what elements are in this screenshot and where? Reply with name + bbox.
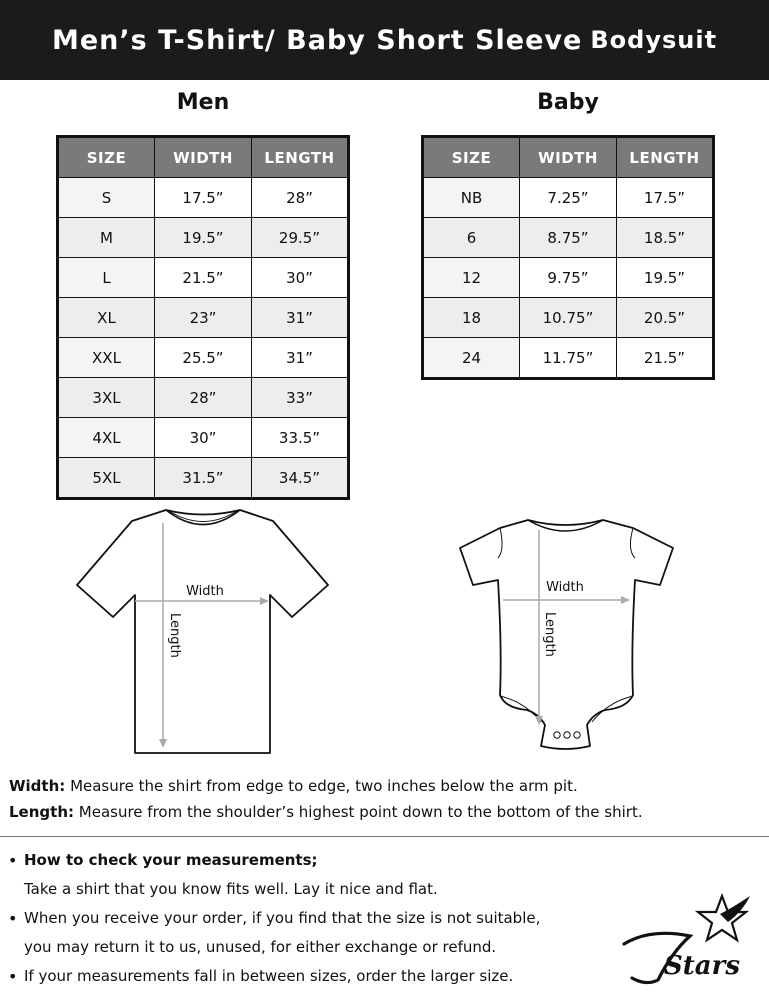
length-cell: 31” (252, 338, 349, 378)
tstars-logo (620, 892, 760, 987)
table-row (58, 258, 349, 298)
table-row (423, 178, 714, 218)
width-cell: 21.5” (155, 258, 252, 298)
length-cell: 29.5” (252, 218, 349, 258)
table-row (58, 418, 349, 458)
size-cell: 12 (423, 258, 520, 298)
width-cell: 30” (155, 418, 252, 458)
width-cell: 9.75” (520, 258, 617, 298)
table-row (423, 298, 714, 338)
width-cell: 11.75” (520, 338, 617, 379)
bullet-icon: • (8, 909, 18, 928)
column-header: WIDTH (155, 137, 252, 178)
length-cell: 33.5” (252, 418, 349, 458)
table-row (58, 458, 349, 499)
size-cell: XL (58, 298, 155, 338)
width-cell: 17.5” (155, 178, 252, 218)
width-cell: 7.25” (520, 178, 617, 218)
page-header (0, 0, 769, 80)
length-note (9, 799, 643, 825)
length-cell: 18.5” (617, 218, 714, 258)
length-cell: 17.5” (617, 178, 714, 218)
bodysuit-outline (460, 520, 673, 749)
length-cell: 28” (252, 178, 349, 218)
size-cell: M (58, 218, 155, 258)
column-header: LENGTH (617, 137, 714, 178)
width-note (9, 773, 643, 799)
tip-heading: How to check your measurements; (24, 851, 318, 869)
baby-size-table (421, 135, 715, 380)
size-cell: NB (423, 178, 520, 218)
size-cell: 6 (423, 218, 520, 258)
tshirt-length-label: Length (167, 613, 182, 658)
baby-header-row (423, 137, 714, 178)
tip-how-to-check (8, 846, 618, 875)
men-title: Men (176, 90, 230, 115)
bodysuit-width-label: Width (546, 580, 584, 595)
tshirt-width-label: Width (186, 584, 224, 599)
table-row (423, 218, 714, 258)
tips-list (8, 846, 618, 991)
width-cell: 8.75” (520, 218, 617, 258)
tshirt-outline (77, 510, 328, 753)
star-icon (698, 896, 746, 940)
tip-between-text: If your measurements fall in between sizes, order the larger size. (24, 967, 514, 985)
length-cell: 30” (252, 258, 349, 298)
column-header: SIZE (58, 137, 155, 178)
bodysuit-length-label: Length (542, 612, 557, 657)
length-cell: 19.5” (617, 258, 714, 298)
width-cell: 28” (155, 378, 252, 418)
tip-return-line1: When you receive your order, if you find that the size is not suitable, (24, 909, 541, 927)
bullet-icon: • (8, 851, 18, 870)
width-cell: 19.5” (155, 218, 252, 258)
baby-title: Baby (537, 90, 599, 115)
tip-return-line2: you may return it to us, unused, for either exchange or refund. (24, 938, 497, 956)
column-header: SIZE (423, 137, 520, 178)
width-cell: 31.5” (155, 458, 252, 499)
bodysuit-diagram (455, 510, 680, 755)
size-cell: 4XL (58, 418, 155, 458)
table-row (423, 338, 714, 379)
table-row (423, 258, 714, 298)
table-row (58, 338, 349, 378)
tshirt-diagram (70, 505, 335, 767)
tip-between-sizes (8, 962, 618, 991)
size-cell: L (58, 258, 155, 298)
table-row (58, 298, 349, 338)
length-note-term: Length: (9, 803, 74, 821)
width-cell: 10.75” (520, 298, 617, 338)
size-cell: 5XL (58, 458, 155, 499)
size-cell: 24 (423, 338, 520, 379)
men-size-table (56, 135, 350, 500)
bullet-icon: • (8, 967, 18, 986)
length-cell: 34.5” (252, 458, 349, 499)
width-note-term: Width: (9, 777, 66, 795)
header-title: Men’s T-Shirt/ Baby Short Sleeve (51, 24, 583, 56)
tip-return (8, 904, 618, 933)
measurement-notes (9, 773, 643, 825)
length-cell: 21.5” (617, 338, 714, 379)
length-note-text: Measure from the shoulder’s highest point down to the bottom of the shirt. (78, 803, 643, 821)
width-note-text: Measure the shirt from edge to edge, two inches below the arm pit. (70, 777, 578, 795)
size-cell: 3XL (58, 378, 155, 418)
table-row (58, 218, 349, 258)
divider (0, 836, 769, 837)
tip-heading-text: Take a shirt that you know fits well. Lay it nice and flat. (24, 880, 438, 898)
header-title-suffix: Bodysuit (590, 26, 718, 54)
size-cell: XXL (58, 338, 155, 378)
length-cell: 33” (252, 378, 349, 418)
table-row (58, 178, 349, 218)
column-header: WIDTH (520, 137, 617, 178)
size-cell: 18 (423, 298, 520, 338)
logo-wordmark: Stars (664, 951, 740, 981)
width-cell: 23” (155, 298, 252, 338)
size-cell: S (58, 178, 155, 218)
length-cell: 31” (252, 298, 349, 338)
table-row (58, 378, 349, 418)
width-cell: 25.5” (155, 338, 252, 378)
men-header-row (58, 137, 349, 178)
length-cell: 20.5” (617, 298, 714, 338)
column-header: LENGTH (252, 137, 349, 178)
